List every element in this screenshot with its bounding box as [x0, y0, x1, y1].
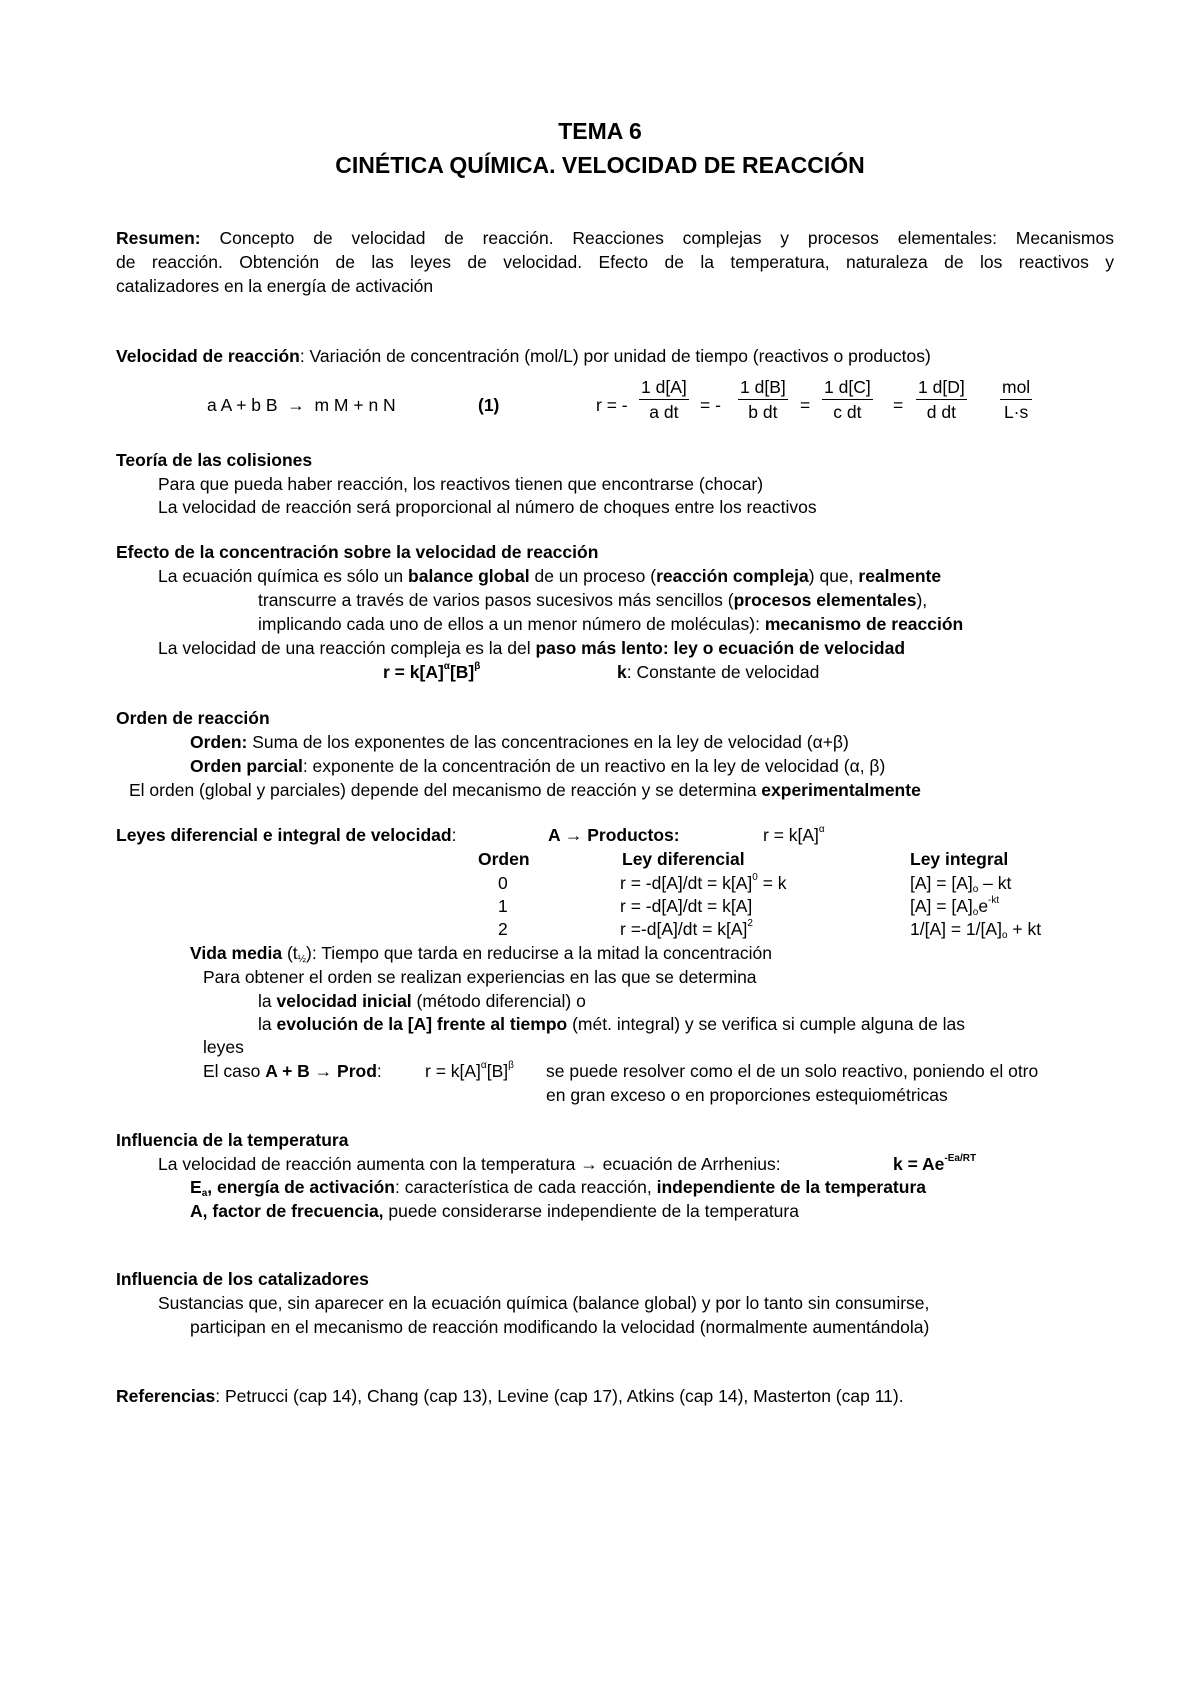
leyes-heading: Leyes diferencial e integral de velocidad: [116, 825, 452, 845]
row0-int-tail: – kt: [978, 873, 1012, 893]
ea-bold: , energía de activación: [207, 1177, 395, 1197]
fraction-b-num: 1 d[B]: [738, 379, 788, 400]
concentracion-line-1: [158, 566, 941, 586]
rate-constant-def: [617, 662, 819, 682]
law-base: r = k[A]: [383, 662, 444, 682]
catalizadores-line-1: Sustancias que, sin aparecer en la ecuación química (balance global) y por lo tanto sin consumirse,: [158, 1293, 930, 1313]
concentracion-line-4: [158, 638, 905, 658]
orden-parcial-text: : exponente de la concentración de un reactivo en la ley de velocidad (α, β): [302, 756, 886, 776]
row2-int-sub: o: [1001, 930, 1008, 941]
table-header-diferencial: Ley diferencial: [622, 849, 745, 869]
fraction-d-den: d dt: [926, 401, 956, 422]
vida-paren-b: ):: [306, 943, 317, 963]
law-exp-alpha: α: [443, 661, 450, 672]
row0-int-sub: o: [972, 884, 979, 895]
orden-parcial-label: Orden parcial: [190, 756, 303, 776]
rate-law: [383, 662, 480, 682]
arrhenius-exp: -Ea/RT: [944, 1153, 977, 1164]
table-header-integral: Ley integral: [910, 849, 1009, 869]
k-label: k: [617, 662, 627, 682]
orden-heading: Orden de reacción: [116, 708, 270, 728]
vida-sub: ½: [297, 954, 306, 965]
colisiones-line-1: Para que pueda haber reacción, los reactivos tienen que encontrarse (chocar): [158, 474, 764, 494]
c-l1-a: La ecuación química es sólo un: [158, 566, 409, 586]
caso-line: [203, 1061, 382, 1081]
ea-text: : característica de cada reacción,: [394, 1177, 657, 1197]
table-row-0-order: 0: [498, 873, 508, 893]
catalizadores-line-2: participan en el mecanismo de reacción modificando la velocidad (normalmente aumentándola): [190, 1317, 930, 1337]
velocidad-label: Velocidad de reacción: [116, 346, 300, 366]
c-l1-c: de un proceso (: [529, 566, 657, 586]
equation-number: (1): [478, 395, 500, 415]
rate-fraction-b: [738, 379, 788, 421]
units-den: L·s: [1003, 401, 1029, 422]
c-l4-b: paso más lento: ley o ecuación de velocidad: [535, 638, 906, 658]
rate-fraction-a: [639, 379, 689, 421]
rate-units: [1000, 379, 1032, 421]
ea-bold-2: independiente de la temperatura: [656, 1177, 926, 1197]
fraction-a-den: a dt: [649, 401, 679, 422]
fraction-c-den: c dt: [833, 401, 862, 422]
row1-int-tail: e: [978, 896, 989, 916]
table-row-1-diff: [620, 896, 752, 916]
fraction-b-den: b dt: [748, 401, 778, 422]
ea-label: E: [190, 1177, 202, 1197]
orden-line-2: [190, 756, 885, 776]
c-l2-c: ),: [916, 590, 928, 610]
orden-l3-bold: experimentalmente: [761, 780, 921, 800]
row2-int: 1/[A] = 1/[A]: [910, 919, 1002, 939]
vida-media-line: [190, 943, 772, 963]
reaction-equation: a A + b B → m M + n N: [207, 395, 396, 415]
row0-diff-exp: 0: [752, 872, 758, 883]
resumen-line-3: catalizadores en la energía de activación: [116, 276, 434, 296]
temperatura-line-1: La velocidad de reacción aumenta con la temperatura → ecuación de Arrhenius:: [158, 1154, 781, 1174]
orden-l3-text: El orden (global y parciales) depende del mecanismo de reacción y se determina: [129, 780, 762, 800]
referencias-label: Referencias: [116, 1386, 216, 1406]
tema-number: TEMA 6: [558, 118, 642, 144]
concentracion-line-3: [258, 614, 963, 634]
c-l3-a: implicando cada uno de ellos a un menor número de moléculas):: [258, 614, 765, 634]
vida-text: Tiempo que tarda en reducirse a la mitad la concentración: [316, 943, 772, 963]
row0-diff-tail: = k: [757, 873, 787, 893]
rate-prefix: r = -: [596, 395, 628, 415]
row1-diff: r = -d[A]/dt = k[A]: [620, 896, 753, 916]
fraction-c-num: 1 d[C]: [822, 379, 873, 400]
page-title: CINÉTICA QUÍMICA. VELOCIDAD DE REACCIÓN: [335, 152, 865, 178]
energia-activacion-line: [190, 1177, 926, 1197]
leyes-rate-base: r = k[A]: [763, 825, 819, 845]
obtener-line: Para obtener el orden se realizan experiencias en las que se determina: [203, 967, 757, 987]
table-row-2-int: [910, 919, 1041, 939]
c-l3-b: mecanismo de reacción: [764, 614, 964, 634]
law-exp-beta: β: [474, 661, 481, 672]
row1-int: [A] = [A]: [910, 896, 973, 916]
referencias-line: [116, 1386, 904, 1406]
resumen-label: Resumen:: [116, 228, 201, 248]
row1-int-sub: o: [972, 907, 979, 918]
table-header-orden: Orden: [478, 849, 530, 869]
arrhenius-base: k = Ae: [893, 1154, 945, 1174]
a-bold: A, factor de frecuencia,: [190, 1201, 384, 1221]
c-l4-a: La velocidad de una reacción compleja es la del: [158, 638, 536, 658]
colisiones-heading: Teoría de las colisiones: [116, 450, 313, 470]
law-mid: [B]: [449, 662, 475, 682]
resumen-text-1: Concepto de velocidad de reacción. Reacciones complejas y procesos elementales: Mecanismos: [219, 228, 1114, 248]
rate-fraction-c: [822, 379, 873, 421]
row2-int-tail: + kt: [1007, 919, 1042, 939]
row0-int: [A] = [A]: [910, 873, 973, 893]
evolucion-line: [258, 1014, 965, 1034]
units-num: mol: [1000, 379, 1032, 400]
c-l1-b: balance global: [408, 566, 530, 586]
caso-exp-alpha: α: [480, 1060, 487, 1071]
evo-b: evolución de la [A] frente al tiempo: [276, 1014, 568, 1034]
leyes-reaction: A → Productos:: [548, 825, 680, 845]
caso-rate: [425, 1061, 514, 1081]
factor-frecuencia-line: [190, 1201, 799, 1221]
evo-a: la: [258, 1014, 277, 1034]
a-text: puede considerarse independiente de la temperatura: [383, 1201, 799, 1221]
caso-text-1: se puede resolver como el de un solo reactivo, poniendo el otro: [546, 1061, 1039, 1081]
orden-line-1: [190, 732, 849, 752]
leyes-word: leyes: [203, 1037, 244, 1057]
vel-c: (método diferencial) o: [411, 991, 586, 1011]
caso-c: :: [376, 1061, 382, 1081]
velocidad-definition: [116, 346, 931, 366]
fraction-a-num: 1 d[A]: [639, 379, 689, 400]
orden-line-3: [129, 780, 921, 800]
table-row-2-diff: [620, 919, 753, 939]
c-l1-d: reacción compleja: [656, 566, 809, 586]
caso-b: A + B → Prod: [265, 1061, 377, 1081]
table-row-1-order: 1: [498, 896, 508, 916]
referencias-text: : Petrucci (cap 14), Chang (cap 13), Levine (cap 17), Atkins (cap 14), Masterton (cap 11).: [215, 1386, 904, 1406]
c-l1-f: realmente: [858, 566, 942, 586]
velocidad-inicial-line: [258, 991, 586, 1011]
table-row-0-int: [910, 873, 1011, 893]
fraction-d-num: 1 d[D]: [916, 379, 967, 400]
rate-fraction-d: [916, 379, 967, 421]
concentracion-line-2: [258, 590, 927, 610]
leyes-rate: [763, 825, 825, 845]
colisiones-line-2: La velocidad de reacción será proporcional al número de choques entre los reactivos: [158, 497, 817, 517]
arrhenius-equation: [893, 1154, 976, 1174]
resumen-line-1: [116, 228, 1114, 248]
row2-diff: r =-d[A]/dt = k[A]: [620, 919, 748, 939]
vel-a: la: [258, 991, 277, 1011]
caso-mid: [B]: [486, 1061, 509, 1081]
vida-media-label: Vida media: [190, 943, 283, 963]
leyes-rate-exp: α: [818, 824, 825, 835]
operator-2: =: [800, 395, 811, 415]
caso-a: El caso: [203, 1061, 266, 1081]
velocidad-text: : Variación de concentración (mol/L) por unidad de tiempo (reactivos o productos): [299, 346, 931, 366]
ea-sub: a: [201, 1188, 208, 1199]
leyes-heading-line: [116, 825, 456, 845]
orden-label: Orden:: [190, 732, 248, 752]
k-text: : Constante de velocidad: [626, 662, 820, 682]
c-l1-e: ) que,: [808, 566, 859, 586]
caso-exp-beta: β: [508, 1060, 514, 1071]
resumen-line-2: de reacción. Obtención de las leyes de velocidad. Efecto de la temperatura, naturaleza de los reactivos y: [116, 252, 1114, 272]
caso-text-2: en gran exceso o en proporciones estequiométricas: [546, 1085, 948, 1105]
leyes-colon: :: [451, 825, 457, 845]
operator-3: =: [893, 395, 904, 415]
row2-diff-exp: 2: [747, 918, 753, 929]
vida-paren-a: (t: [282, 943, 298, 963]
orden-text: Suma de los exponentes de las concentraciones en la ley de velocidad (α+β): [247, 732, 849, 752]
temperatura-heading: Influencia de la temperatura: [116, 1130, 349, 1150]
caso-rate-base: r = k[A]: [425, 1061, 481, 1081]
evo-c: (mét. integral) y se verifica si cumple alguna de las: [567, 1014, 966, 1034]
table-row-2-order: 2: [498, 919, 508, 939]
concentracion-heading: Efecto de la concentración sobre la velocidad de reacción: [116, 542, 599, 562]
table-row-0-diff: [620, 873, 787, 893]
c-l2-b: procesos elementales: [733, 590, 917, 610]
row0-diff: r = -d[A]/dt = k[A]: [620, 873, 753, 893]
row1-int-exp: -kt: [988, 895, 1000, 906]
catalizadores-heading: Influencia de los catalizadores: [116, 1269, 369, 1289]
vel-b: velocidad inicial: [276, 991, 412, 1011]
operator-1: = -: [700, 395, 721, 415]
table-row-1-int: [910, 896, 999, 916]
c-l2-a: transcurre a través de varios pasos sucesivos más sencillos (: [258, 590, 734, 610]
